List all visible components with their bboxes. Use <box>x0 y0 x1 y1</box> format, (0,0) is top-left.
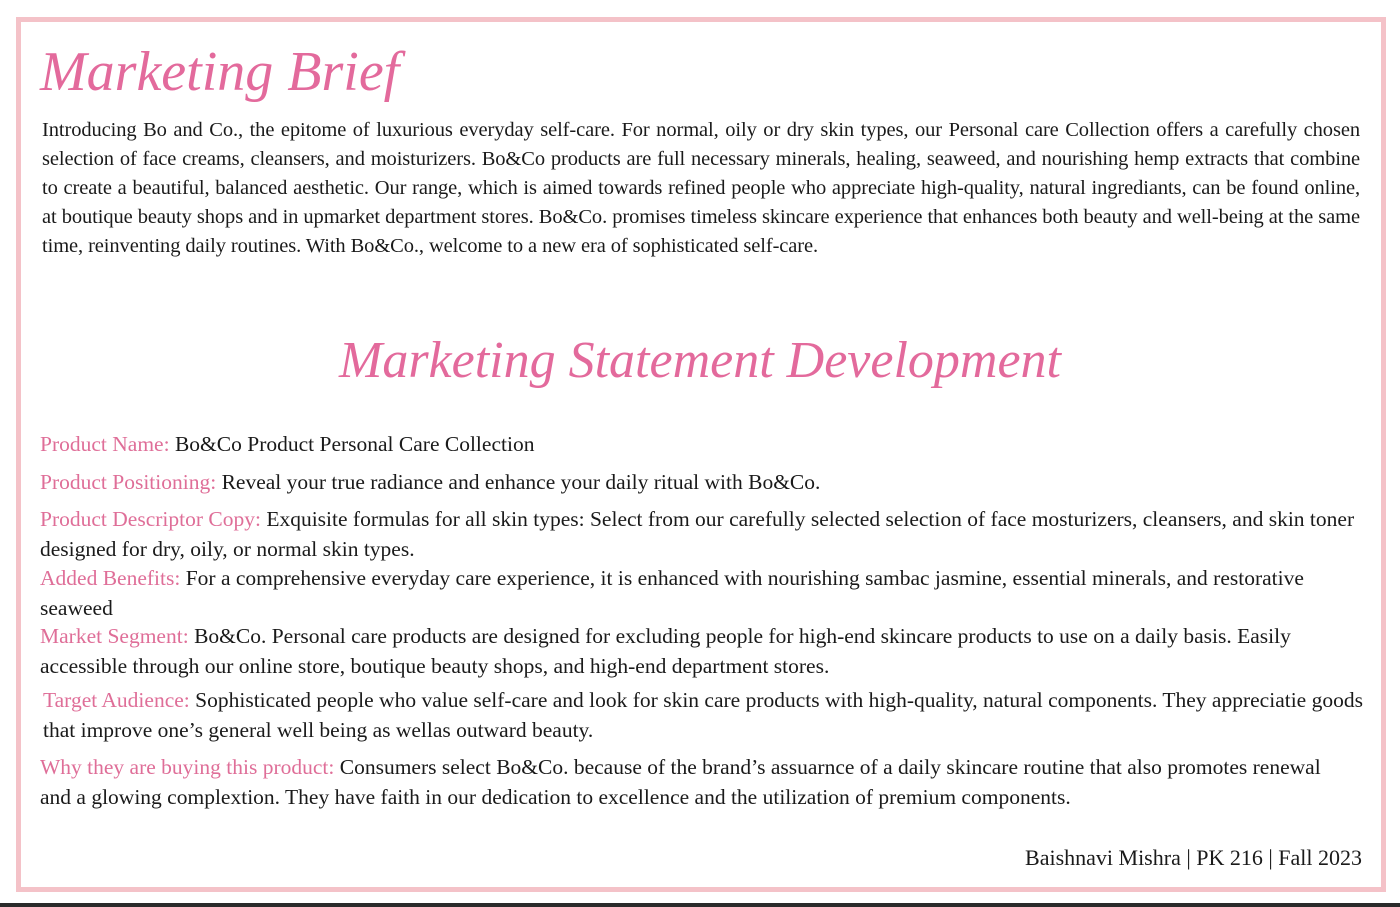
added-benefits-section <box>40 563 1380 623</box>
target-audience-section <box>43 685 1383 745</box>
why-buying-section <box>40 752 1330 812</box>
product-descriptor-label: Product Descriptor Copy: <box>40 507 261 531</box>
author-credit: Baishnavi Mishra | PK 216 | Fall 2023 <box>1025 845 1362 870</box>
product-descriptor-section <box>40 504 1380 564</box>
added-benefits-label: Added Benefits: <box>40 566 181 590</box>
product-positioning-text: Reveal your true radiance and enhance your daily ritual with Bo&Co. <box>221 470 821 494</box>
product-descriptor-text: Exquisite formulas for all skin types: Select from our carefully selected selection of face mosturizers, cleansers, and skin toner designed for dry, oily, or normal skin types. <box>40 507 1355 561</box>
product-positioning-section <box>40 467 1380 497</box>
marketing-brief-text: Introducing Bo and Co., the epitome of luxurious everyday self-care. For normal, oily or dry skin types, our Personal care Collection offers a carefully chosen selection of face creams, cleansers, and moisturizers. Bo&Co products are full necessary minerals, healing, seaweed, and nourishing hemp extracts that combine to create a beautiful, balanced aesthetic. Our range, which is aimed towards refined people who appreciate high-quality, natural ingrediants, can be found online, at boutique beauty shops and in upmarket department stores. Bo&Co. promises timeless skincare experience that enhances both beauty and well-being at the same time, reinventing daily routines. With Bo&Co., welcome to a new era of sophisticated self-care. <box>42 119 1360 257</box>
market-segment-section <box>40 621 1380 681</box>
added-benefits-text: For a comprehensive everyday care experience, it is enhanced with nourishing sambac jasmine, essential minerals, and restorative seaweed <box>40 566 1304 620</box>
market-segment-text: Bo&Co. Personal care products are designed for excluding people for high-end skincare products to use on a daily basis. Easily accessible through our online store, boutique beauty shops, and high-end department stores. <box>40 624 1291 678</box>
market-segment-label: Market Segment: <box>40 624 189 648</box>
why-buying-text: Consumers select Bo&Co. because of the brand’s assuarnce of a daily skincare routine that also promotes renewal and a glowing complextion. They have faith in our dedication to excellence and the utilization of premium components. <box>40 755 1321 809</box>
marketing-statement-title: Marketing Statement Development <box>339 332 1061 389</box>
product-name-text: Bo&Co Product Personal Care Collection <box>174 432 535 456</box>
target-audience-label: Target Audience: <box>43 688 190 712</box>
product-name-label: Product Name: <box>40 432 170 456</box>
bottom-divider <box>0 903 1400 907</box>
product-positioning-label: Product Positioning: <box>40 470 217 494</box>
target-audience-text: Sophisticated people who value self-care and look for skin care products with high-quality, natural components. They appreciatie goods that improve one’s general well being as wellas outward beauty. <box>43 688 1363 742</box>
product-name-section <box>40 429 1380 459</box>
why-buying-label: Why they are buying this product: <box>40 755 335 779</box>
marketing-brief-title: Marketing Brief <box>40 41 400 103</box>
